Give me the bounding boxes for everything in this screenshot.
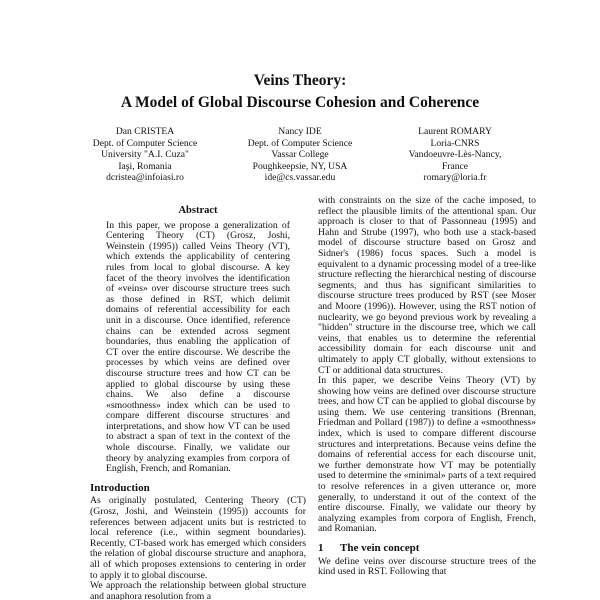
author-name: Nancy IDE bbox=[278, 126, 322, 137]
abstract-body: In this paper, we propose a generalization of Centering Theory (CT) (Grosz, Joshi, Weinstein (1995)) called Veins Theory (VT), which extends the applicability of centering rules from local to global discourse. A key facet of the theory involves the identification of «veins» over discourse structure trees such as those defined in RST, which delimit domains of referential accessibility for each unit in a discourse. Once identified, reference chains can be extended across segment boundaries, thus enabling the application of CT over the entire discourse. We describe the processes by which veins are defined over discourse structure trees and how CT can be applied to global discourse by using these chains. We also define a discourse «smoothness» index which can be used to compare different discourse structures and interpretations, and show how VT can be used to abstract a span of text in the context of the whole discourse. Finally, we validate our theory by analyzing examples from corpora of English, French, and Romanian. bbox=[106, 219, 290, 475]
section-heading bbox=[318, 543, 536, 554]
section-title: The vein concept bbox=[340, 542, 420, 554]
author-affiliation: Vandoeuvre-Lès-Nancy, bbox=[408, 149, 502, 160]
introduction-paragraph: We approach the relationship between global structure and anaphora resolution from a bbox=[90, 580, 306, 600]
author-location: France bbox=[441, 160, 469, 172]
section-number: 1 bbox=[318, 542, 324, 554]
author-3 bbox=[380, 126, 530, 184]
author-location: Poughkeepsie, NY, USA bbox=[252, 160, 348, 172]
abstract-heading: Abstract bbox=[178, 205, 218, 216]
author-location: Iaşi, Romania bbox=[118, 160, 172, 172]
author-name: Laurent ROMARY bbox=[418, 126, 492, 137]
author-affiliation: Dept. of Computer Science bbox=[247, 137, 353, 149]
author-1 bbox=[70, 126, 220, 184]
author-block bbox=[70, 126, 530, 184]
title-line-1: Veins Theory: bbox=[253, 72, 347, 89]
author-name: Dan CRISTEA bbox=[115, 126, 175, 137]
author-affiliation: University "A.I. Cuza" bbox=[101, 149, 189, 160]
author-email: dcristea@infoiasi.ro bbox=[106, 172, 184, 183]
title-line-2: A Model of Global Discourse Cohesion and Coherence bbox=[120, 94, 480, 111]
author-affiliation: Dept. of Computer Science bbox=[92, 137, 198, 149]
left-column bbox=[90, 206, 306, 600]
right-column bbox=[318, 196, 536, 578]
body-paragraph: In this paper, we describe Veins Theory (VT) by showing how veins are defined over discourse structure trees, and how CT can be applied to global discourse by using them. We use centering transitions (Brennan, Friedman and Pollard (1987)) to define a «smoothness» index, which is used to compare different discourse structures and interpretations. Because veins define the domains of referential access for each discourse unit, we further demonstrate how VT may be potentially used to determine the «minimal» parts of a text required to resolve references in a given utterance or, more generally, to understand it out of the context of the entire discourse. Finally, we validate our theory by analyzing examples from corpora of English, French, and Romanian. bbox=[318, 375, 536, 535]
body-paragraph: We define veins over discourse structure trees of the kind used in RST. Following that bbox=[318, 555, 536, 578]
introduction-paragraph: As originally postulated, Centering Theory (CT) (Grosz, Joshi, and Weinstein (1995)) accounts for references between adjacent units but is restricted to local reference (i.e., within segment boundaries). Recently, CT-based work has emerged which considers the relation of global discourse structure and anaphora, all of which proposes extensions to centering in order to apply it to global discourse. bbox=[90, 495, 306, 581]
author-2 bbox=[225, 126, 375, 184]
author-affiliation: Loria-CNRS bbox=[430, 137, 480, 149]
author-email: romary@loria.fr bbox=[423, 172, 487, 183]
author-email: ide@cs.vassar.edu bbox=[264, 172, 336, 183]
introduction-heading: Introduction bbox=[90, 481, 150, 494]
author-affiliation: Vassar College bbox=[271, 149, 329, 160]
body-paragraph: with constraints on the size of the cache imposed, to reflect the plausible limits of the attentional span. Our approach is closer to that of Passonneau (1995) and Hahn and Strube (1997), who both use a stack-based model of discourse structure based on Grosz and Sidner's (1986) focus spaces. Such a model is equivalent to a dynamic processing model of a tree-like structure reflecting the hierarchical nesting of discourse segments, and thus has significant similarities to discourse structure trees produced by RST (see Moser and Moore (1996)). However, using the RST notion of nuclearity, we go beyond previous work by revealing a "hidden" structure in the discourse tree, which we call veins, that enables us to determine the referential accessibility domain for each discourse unit and ultimately to apply CT globally, without extensions to CT or additional data structures. bbox=[318, 195, 536, 376]
paper-title bbox=[0, 70, 600, 114]
